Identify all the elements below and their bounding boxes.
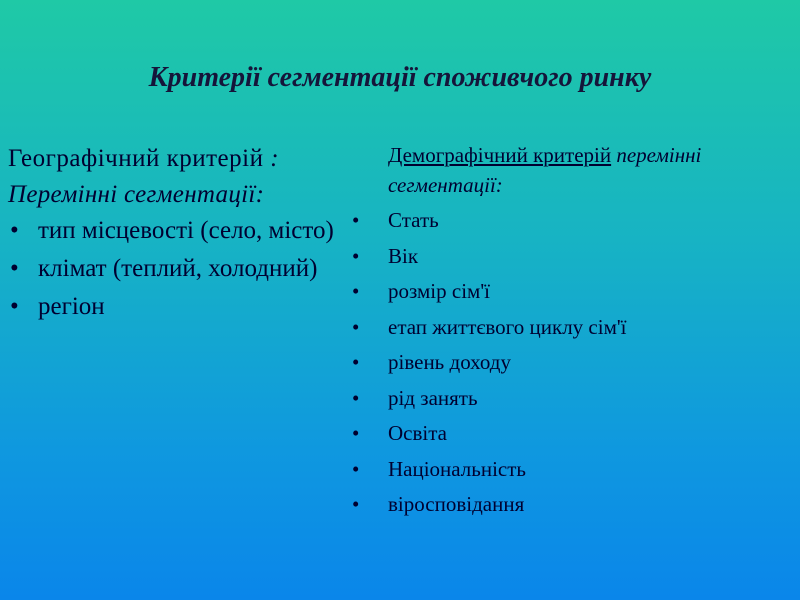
list-item xyxy=(8,291,338,323)
list-item xyxy=(352,241,792,277)
bullet-icon: • xyxy=(352,208,360,232)
list-item-label: віросповідання xyxy=(388,492,525,516)
list-item xyxy=(352,205,792,241)
geographic-variables-list xyxy=(8,215,338,323)
segmentation-variables-subheading: Перемінні сегментації: xyxy=(8,181,265,208)
list-item xyxy=(352,347,792,383)
list-item-label: Стать xyxy=(388,208,439,232)
list-item-label: рід занять xyxy=(388,385,478,410)
list-item xyxy=(352,418,792,454)
bullet-icon: • xyxy=(352,350,360,374)
demographic-criterion-heading: Демографічний критерій xyxy=(388,143,612,167)
list-item xyxy=(352,489,792,525)
list-item-label: етап життєвого циклу сім'ї xyxy=(388,314,627,339)
demographic-variables-list xyxy=(352,205,792,525)
bullet-icon: • xyxy=(10,217,19,244)
bullet-icon: • xyxy=(10,293,19,320)
list-item-label: клімат (теплий, холодний) xyxy=(38,255,318,282)
demographic-variables-subheading: перемінні сегментації: xyxy=(388,143,702,197)
bullet-icon: • xyxy=(352,279,360,303)
list-item-label: Національність xyxy=(388,456,527,481)
geographic-criterion-heading-colon: : xyxy=(270,145,280,172)
list-item xyxy=(352,276,792,312)
bullet-icon: • xyxy=(352,314,360,339)
geographic-criterion-heading xyxy=(8,141,338,177)
bullet-icon: • xyxy=(352,456,360,481)
bullet-icon: • xyxy=(352,492,360,516)
list-item-label: тип місцевості (село, місто) xyxy=(38,217,334,244)
list-item xyxy=(352,312,792,348)
list-item-label: Освіта xyxy=(388,421,447,445)
list-item-label: розмір сім'ї xyxy=(388,279,490,303)
list-item-label: регіон xyxy=(38,293,105,320)
demographic-criterion-column xyxy=(352,140,792,525)
bullet-icon: • xyxy=(10,255,19,282)
bullet-icon: • xyxy=(352,421,360,445)
bullet-icon: • xyxy=(352,385,360,410)
list-item xyxy=(8,215,338,247)
list-item-label: рівень доходу xyxy=(388,350,511,374)
slide-title: Критерії сегментації споживчого ринку xyxy=(148,62,652,93)
list-item xyxy=(352,454,792,490)
list-item xyxy=(8,253,338,285)
list-item xyxy=(352,383,792,419)
list-item-label: Вік xyxy=(388,243,419,268)
demographic-criterion-intro xyxy=(352,140,792,200)
geographic-criterion-heading-text: Географічний критерій xyxy=(8,145,264,172)
geographic-criterion-column xyxy=(8,141,338,329)
bullet-icon: • xyxy=(352,243,360,268)
